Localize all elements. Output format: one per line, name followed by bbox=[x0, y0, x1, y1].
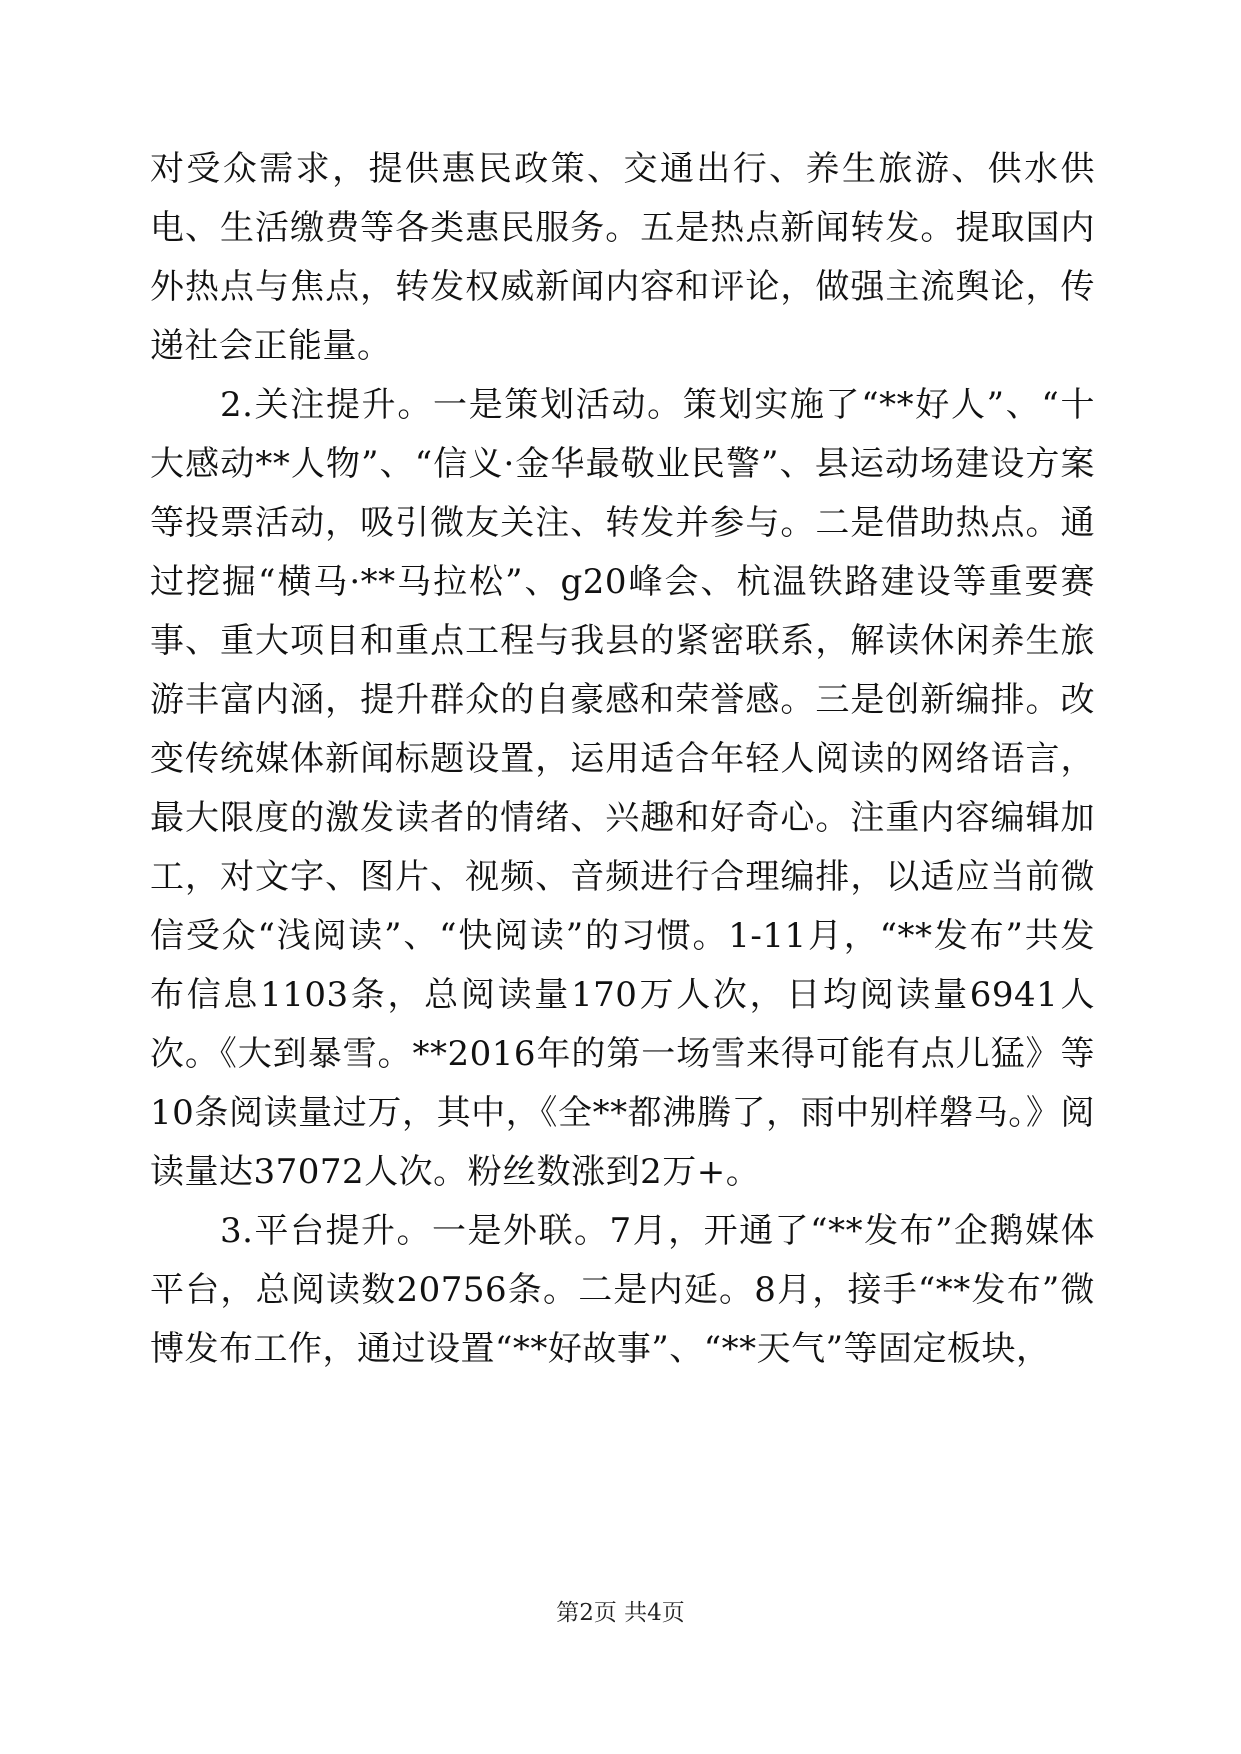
page-footer bbox=[0, 1598, 1241, 1628]
page-number-label: 第2页 共4页 bbox=[556, 1600, 685, 1626]
document-body bbox=[150, 140, 1095, 1379]
paragraph-2: 2.关注提升。一是策划活动。策划实施了“**好人”、“十大感动**人物”、“信义·金华最敬业民警”、县运动场建设方案等投票活动，吸引微友关注、转发并参与。二是借助热点。通过挖掘“横马·**马拉松”、g20峰会、杭温铁路建设等重要赛事、重大项目和重点工程与我县的紧密联系，解读休闲养生旅游丰富内涵，提升群众的自豪感和荣誉感。三是创新编排。改变传统媒体新闻标题设置，运用适合年轻人阅读的网络语言，最大限度的激发读者的情绪、兴趣和好奇心。注重内容编辑加工，对文字、图片、视频、音频进行合理编排，以适应当前微信受众“浅阅读”、“快阅读”的习惯。1-11月，“**发布”共发布信息1103条，总阅读量170万人次，日均阅读量6941人次。《大到暴雪。**2016年的第一场雪来得可能有点儿猛》等10条阅读量过万，其中，《全**都沸腾了，雨中别样磐马。》阅读量达37072人次。粉丝数涨到2万+。 bbox=[150, 385, 1095, 1192]
paragraph-1: 对受众需求，提供惠民政策、交通出行、养生旅游、供水供电、生活缴费等各类惠民服务。五是热点新闻转发。提取国内外热点与焦点，转发权威新闻内容和评论，做强主流舆论，传递社会正能量。 bbox=[150, 149, 1095, 366]
paragraph-3: 3.平台提升。一是外联。7月，开通了“**发布”企鹅媒体平台，总阅读数20756条。二是内延。8月，接手“**发布”微博发布工作，通过设置“**好故事”、“**天气”等固定板块， bbox=[150, 1211, 1095, 1369]
